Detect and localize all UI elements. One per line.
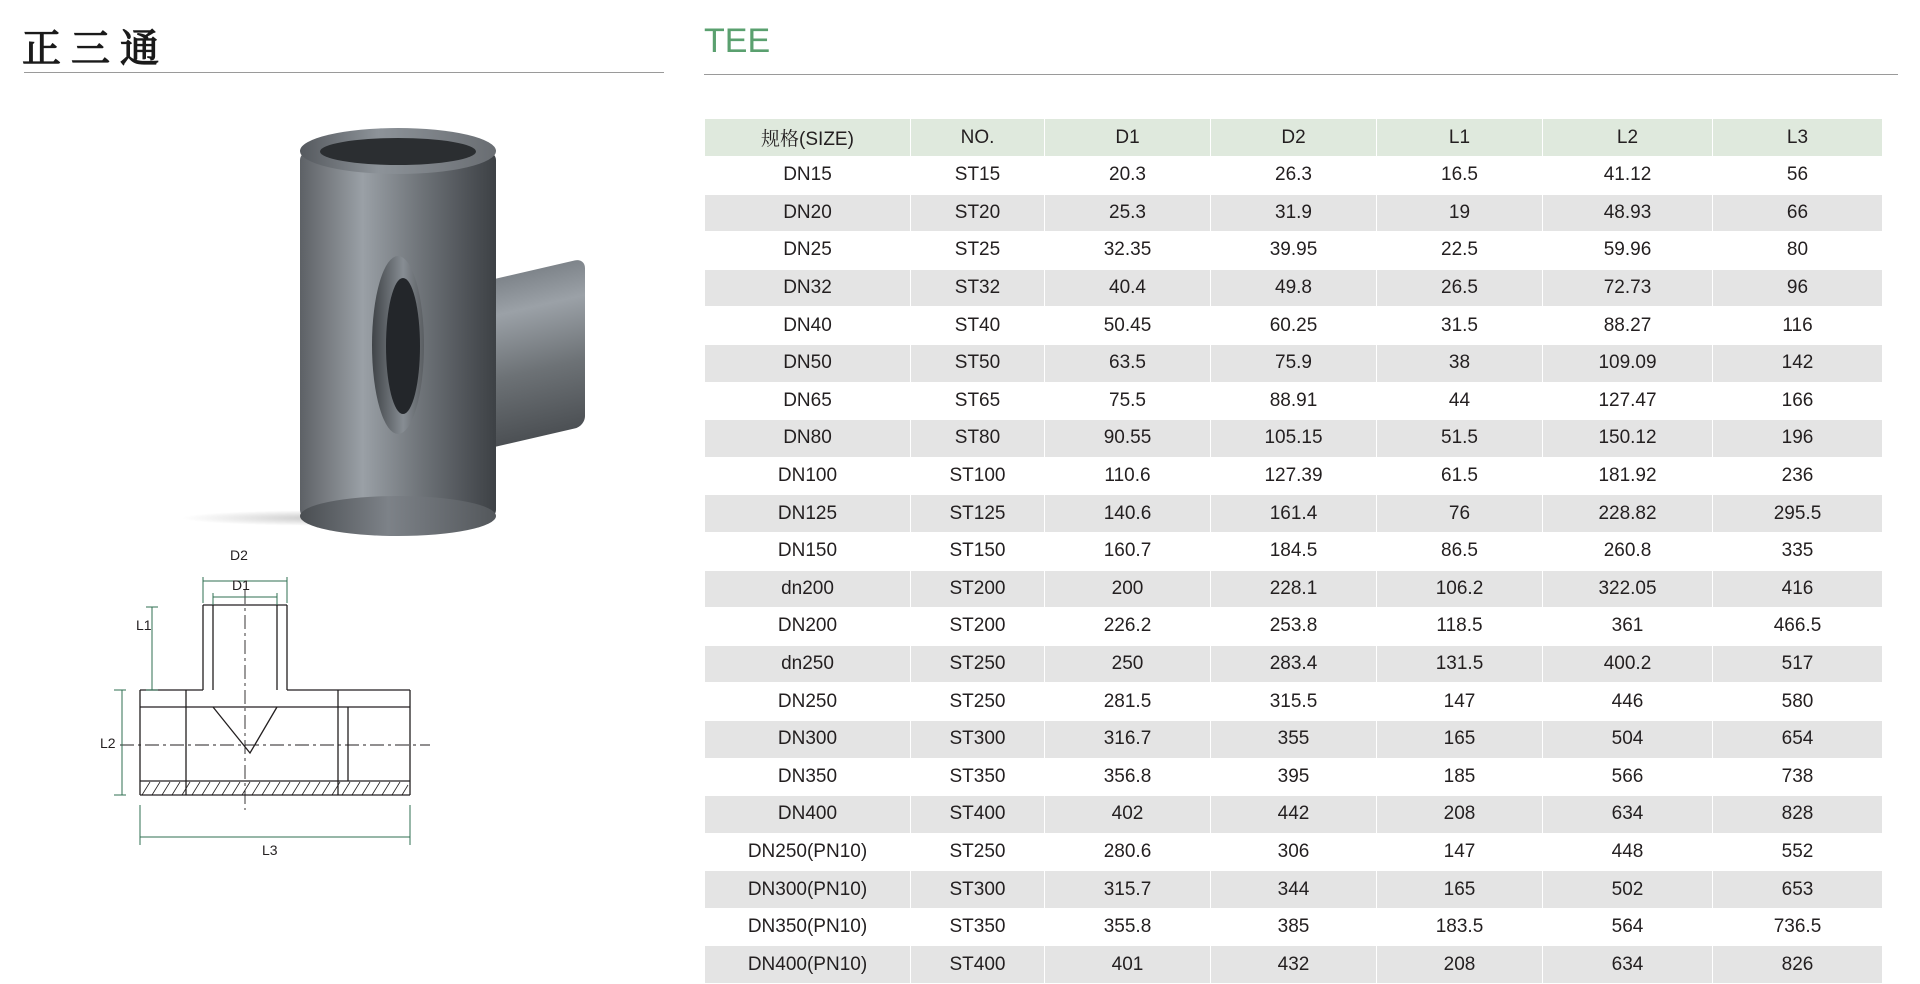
- table-row: [705, 307, 1883, 345]
- cell-d2: 253.8: [1211, 608, 1377, 646]
- cell-no: ST400: [911, 796, 1045, 834]
- cell-d1: 20.3: [1045, 157, 1211, 195]
- cell-l3: 654: [1713, 720, 1883, 758]
- table-row: [705, 645, 1883, 683]
- cell-l1: 38: [1377, 344, 1543, 382]
- cell-l3: 736.5: [1713, 908, 1883, 946]
- cell-l2: 322.05: [1543, 570, 1713, 608]
- cell-l3: 295.5: [1713, 495, 1883, 533]
- product-photo: [60, 110, 480, 530]
- table-row: [705, 457, 1883, 495]
- cell-d1: 402: [1045, 796, 1211, 834]
- cell-size: DN350: [705, 758, 911, 796]
- cell-no: ST25: [911, 232, 1045, 270]
- cell-l2: 502: [1543, 871, 1713, 909]
- cell-l1: 183.5: [1377, 908, 1543, 946]
- cell-no: ST250: [911, 833, 1045, 871]
- cell-l1: 131.5: [1377, 645, 1543, 683]
- cell-d1: 32.35: [1045, 232, 1211, 270]
- cell-no: ST40: [911, 307, 1045, 345]
- cell-l3: 96: [1713, 269, 1883, 307]
- tee-branch-bore: [386, 278, 420, 414]
- table-row: [705, 157, 1883, 195]
- cell-l1: 16.5: [1377, 157, 1543, 195]
- cell-size: DN250(PN10): [705, 833, 911, 871]
- cell-d2: 49.8: [1211, 269, 1377, 307]
- cell-d1: 250: [1045, 645, 1211, 683]
- cell-no: ST15: [911, 157, 1045, 195]
- cell-d2: 75.9: [1211, 344, 1377, 382]
- cell-l2: 109.09: [1543, 344, 1713, 382]
- cell-l3: 466.5: [1713, 608, 1883, 646]
- right-column: [700, 0, 1920, 975]
- cell-l2: 88.27: [1543, 307, 1713, 345]
- cell-size: DN20: [705, 194, 911, 232]
- cell-l1: 165: [1377, 720, 1543, 758]
- dim-label-l1: L1: [136, 617, 152, 633]
- column-header-l2: L2: [1543, 119, 1713, 157]
- cell-d1: 355.8: [1045, 908, 1211, 946]
- table-row: [705, 570, 1883, 608]
- cell-l1: 165: [1377, 871, 1543, 909]
- cell-l2: 504: [1543, 720, 1713, 758]
- cell-d2: 60.25: [1211, 307, 1377, 345]
- cell-l2: 41.12: [1543, 157, 1713, 195]
- cell-d2: 39.95: [1211, 232, 1377, 270]
- column-header-no: NO.: [911, 119, 1045, 157]
- cell-no: ST250: [911, 683, 1045, 721]
- cell-l3: 66: [1713, 194, 1883, 232]
- technical-drawing: [100, 547, 520, 895]
- cell-l3: 580: [1713, 683, 1883, 721]
- cell-l3: 826: [1713, 946, 1883, 984]
- cell-d1: 316.7: [1045, 720, 1211, 758]
- cell-no: ST350: [911, 758, 1045, 796]
- table-row: [705, 420, 1883, 458]
- cell-l1: 51.5: [1377, 420, 1543, 458]
- cell-l2: 181.92: [1543, 457, 1713, 495]
- cell-l2: 260.8: [1543, 532, 1713, 570]
- cell-d2: 442: [1211, 796, 1377, 834]
- cell-d2: 283.4: [1211, 645, 1377, 683]
- cell-l1: 208: [1377, 946, 1543, 984]
- cell-no: ST150: [911, 532, 1045, 570]
- cell-size: DN125: [705, 495, 911, 533]
- cell-d2: 306: [1211, 833, 1377, 871]
- cell-l2: 127.47: [1543, 382, 1713, 420]
- dim-label-d2: D2: [230, 547, 248, 563]
- cell-d1: 90.55: [1045, 420, 1211, 458]
- cell-l3: 236: [1713, 457, 1883, 495]
- cell-d2: 105.15: [1211, 420, 1377, 458]
- cell-l1: 31.5: [1377, 307, 1543, 345]
- cell-d1: 63.5: [1045, 344, 1211, 382]
- cell-d1: 356.8: [1045, 758, 1211, 796]
- cell-d2: 355: [1211, 720, 1377, 758]
- cell-l3: 552: [1713, 833, 1883, 871]
- dim-label-l3: L3: [262, 842, 278, 858]
- cell-l3: 80: [1713, 232, 1883, 270]
- page-title-chinese: 正三通: [22, 27, 170, 72]
- tee-bottom-socket: [300, 496, 496, 536]
- cell-d1: 226.2: [1045, 608, 1211, 646]
- cell-size: DN250: [705, 683, 911, 721]
- cell-size: DN150: [705, 532, 911, 570]
- cell-size: DN25: [705, 232, 911, 270]
- column-header-size: 规格(SIZE): [705, 119, 911, 157]
- cell-no: ST200: [911, 608, 1045, 646]
- cell-size: DN400: [705, 796, 911, 834]
- cell-size: DN400(PN10): [705, 946, 911, 984]
- cell-d1: 281.5: [1045, 683, 1211, 721]
- title-divider-left: [24, 72, 664, 73]
- cell-l2: 634: [1543, 796, 1713, 834]
- table-row: [705, 382, 1883, 420]
- cell-d2: 88.91: [1211, 382, 1377, 420]
- table-row: [705, 908, 1883, 946]
- table-row: [705, 232, 1883, 270]
- cell-l1: 22.5: [1377, 232, 1543, 270]
- cell-l2: 446: [1543, 683, 1713, 721]
- cell-size: DN300: [705, 720, 911, 758]
- cell-l2: 566: [1543, 758, 1713, 796]
- cell-l3: 828: [1713, 796, 1883, 834]
- cell-l2: 564: [1543, 908, 1713, 946]
- cell-l1: 106.2: [1377, 570, 1543, 608]
- cell-d2: 344: [1211, 871, 1377, 909]
- cell-size: DN300(PN10): [705, 871, 911, 909]
- cell-no: ST20: [911, 194, 1045, 232]
- cell-size: DN50: [705, 344, 911, 382]
- cell-l3: 116: [1713, 307, 1883, 345]
- cell-l3: 517: [1713, 645, 1883, 683]
- technical-drawing-svg: [100, 555, 520, 895]
- cell-l1: 44: [1377, 382, 1543, 420]
- cell-d1: 140.6: [1045, 495, 1211, 533]
- cell-d2: 161.4: [1211, 495, 1377, 533]
- cell-d2: 184.5: [1211, 532, 1377, 570]
- cell-l3: 142: [1713, 344, 1883, 382]
- cell-l1: 76: [1377, 495, 1543, 533]
- cell-l3: 196: [1713, 420, 1883, 458]
- cell-l2: 48.93: [1543, 194, 1713, 232]
- cell-no: ST250: [911, 645, 1045, 683]
- cell-l1: 86.5: [1377, 532, 1543, 570]
- cell-d1: 25.3: [1045, 194, 1211, 232]
- cell-l1: 26.5: [1377, 269, 1543, 307]
- table-row: [705, 796, 1883, 834]
- cell-no: ST300: [911, 871, 1045, 909]
- left-column: [0, 0, 690, 971]
- table-row: [705, 608, 1883, 646]
- cell-l3: 416: [1713, 570, 1883, 608]
- cell-l1: 147: [1377, 833, 1543, 871]
- cell-no: ST100: [911, 457, 1045, 495]
- cell-l2: 228.82: [1543, 495, 1713, 533]
- cell-no: ST400: [911, 946, 1045, 984]
- dim-label-l2: L2: [100, 735, 116, 751]
- table-row: [705, 495, 1883, 533]
- table-row: [705, 532, 1883, 570]
- table-row: [705, 194, 1883, 232]
- cell-no: ST65: [911, 382, 1045, 420]
- page-title-english: TEE: [704, 22, 771, 60]
- dim-label-d1: D1: [232, 577, 250, 593]
- cell-no: ST200: [911, 570, 1045, 608]
- cell-d2: 395: [1211, 758, 1377, 796]
- specification-table: [704, 118, 1883, 984]
- column-header-d2: D2: [1211, 119, 1377, 157]
- cell-d2: 26.3: [1211, 157, 1377, 195]
- table-row: [705, 758, 1883, 796]
- cell-no: ST80: [911, 420, 1045, 458]
- cell-d2: 31.9: [1211, 194, 1377, 232]
- cell-d2: 385: [1211, 908, 1377, 946]
- cell-d1: 280.6: [1045, 833, 1211, 871]
- cell-l3: 56: [1713, 157, 1883, 195]
- tee-top-bore: [320, 138, 476, 165]
- table-row: [705, 946, 1883, 984]
- table-row: [705, 871, 1883, 909]
- cell-l2: 400.2: [1543, 645, 1713, 683]
- cell-size: DN32: [705, 269, 911, 307]
- cell-d1: 315.7: [1045, 871, 1211, 909]
- cell-size: DN15: [705, 157, 911, 195]
- cell-d1: 160.7: [1045, 532, 1211, 570]
- cell-l3: 738: [1713, 758, 1883, 796]
- cell-size: DN350(PN10): [705, 908, 911, 946]
- cell-d2: 127.39: [1211, 457, 1377, 495]
- table-row: [705, 720, 1883, 758]
- cell-d2: 315.5: [1211, 683, 1377, 721]
- cell-no: ST300: [911, 720, 1045, 758]
- cell-l3: 166: [1713, 382, 1883, 420]
- cell-l2: 72.73: [1543, 269, 1713, 307]
- cell-l2: 361: [1543, 608, 1713, 646]
- cell-d2: 432: [1211, 946, 1377, 984]
- cell-l3: 653: [1713, 871, 1883, 909]
- cell-size: DN100: [705, 457, 911, 495]
- cell-l1: 147: [1377, 683, 1543, 721]
- column-header-l3: L3: [1713, 119, 1883, 157]
- table-header-row: [705, 119, 1883, 157]
- cell-size: dn200: [705, 570, 911, 608]
- cell-l1: 61.5: [1377, 457, 1543, 495]
- table-body: [705, 157, 1883, 984]
- cell-l1: 185: [1377, 758, 1543, 796]
- cell-d1: 110.6: [1045, 457, 1211, 495]
- cell-no: ST125: [911, 495, 1045, 533]
- cell-l2: 448: [1543, 833, 1713, 871]
- cell-no: ST32: [911, 269, 1045, 307]
- cell-size: DN40: [705, 307, 911, 345]
- cell-d1: 75.5: [1045, 382, 1211, 420]
- cell-l3: 335: [1713, 532, 1883, 570]
- cell-l1: 19: [1377, 194, 1543, 232]
- cell-d1: 40.4: [1045, 269, 1211, 307]
- cell-d1: 200: [1045, 570, 1211, 608]
- cell-l2: 59.96: [1543, 232, 1713, 270]
- cell-d1: 50.45: [1045, 307, 1211, 345]
- cell-size: DN200: [705, 608, 911, 646]
- table-row: [705, 683, 1883, 721]
- cell-size: dn250: [705, 645, 911, 683]
- column-header-d1: D1: [1045, 119, 1211, 157]
- table-row: [705, 344, 1883, 382]
- table-row: [705, 269, 1883, 307]
- tee-fitting-illustration: [300, 128, 496, 523]
- cell-d2: 228.1: [1211, 570, 1377, 608]
- column-header-l1: L1: [1377, 119, 1543, 157]
- cell-l1: 208: [1377, 796, 1543, 834]
- cell-l2: 150.12: [1543, 420, 1713, 458]
- title-divider-right: [704, 74, 1898, 75]
- cell-no: ST50: [911, 344, 1045, 382]
- cell-l1: 118.5: [1377, 608, 1543, 646]
- cell-l2: 634: [1543, 946, 1713, 984]
- cell-size: DN80: [705, 420, 911, 458]
- cell-d1: 401: [1045, 946, 1211, 984]
- table-row: [705, 833, 1883, 871]
- cell-size: DN65: [705, 382, 911, 420]
- cell-no: ST350: [911, 908, 1045, 946]
